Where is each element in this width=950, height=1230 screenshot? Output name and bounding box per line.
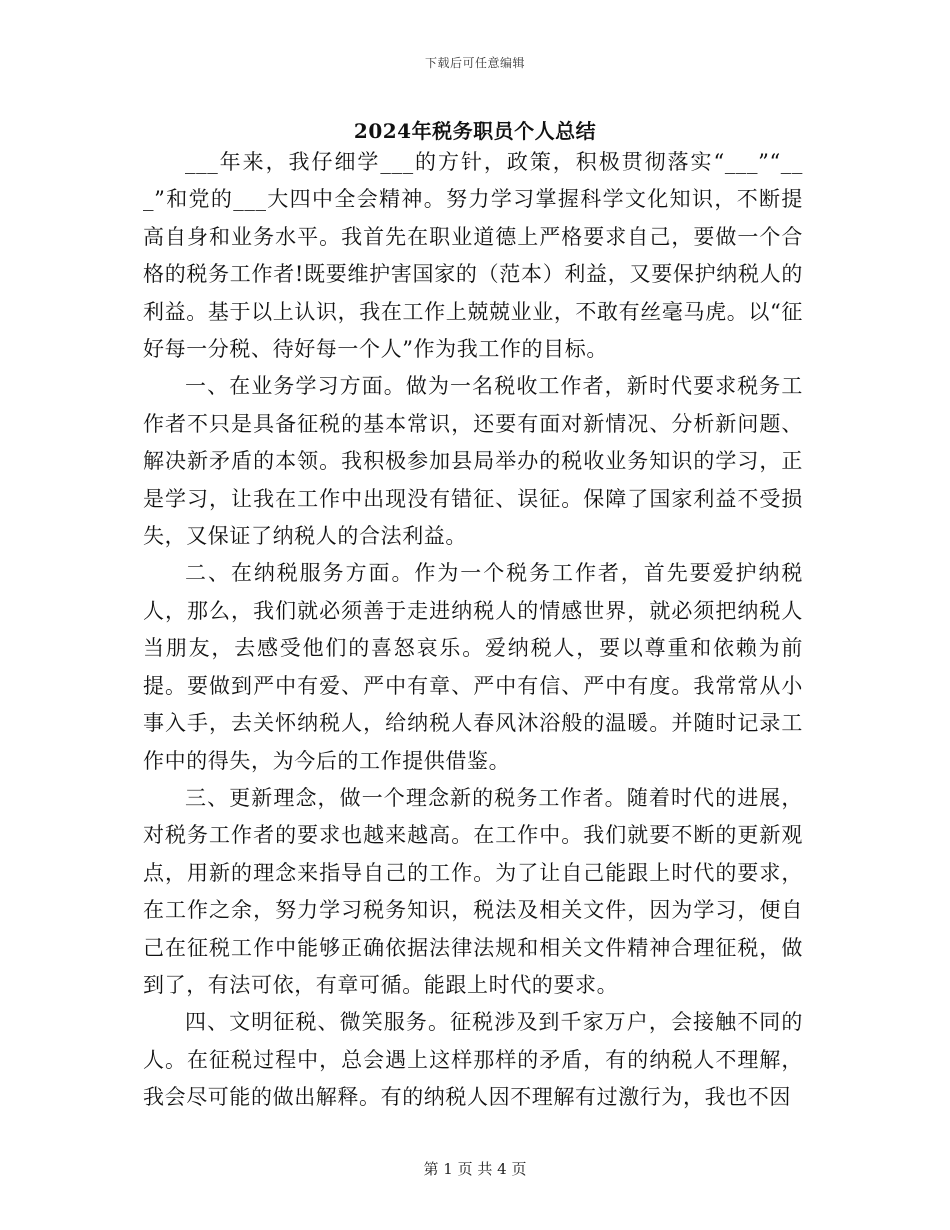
- paragraph-intro: ___年来，我仔细学___的方针，政策，积极贯彻落实“___”“___”和党的___大四中全会精神。努力学习掌握科学文化知识，不断提高自身和业务水平。我首先在职业道德上严格要求自己，要做一个合格的税务工作者!既要维护害国家的（范本）利益，又要保护纳税人的利益。基于以上认识，我在工作上兢兢业业，不敢有丝毫马虎。以“征好每一分税、待好每一个人”作为我工作的目标。: [143, 150, 803, 362]
- paragraph-tax-service: 二、在纳税服务方面。作为一个税务工作者，首先要爱护纳税人，那么，我们就必须善于走进纳税人的情感世界，就必须把纳税人当朋友，去感受他们的喜怒哀乐。爱纳税人，要以尊重和依赖为前提。要做到严中有爱、严中有章、严中有信、严中有度。我常常从小事入手，去关怀纳税人，给纳税人春风沐浴般的温暖。并随时记录工作中的得失，为今后的工作提供借鉴。: [143, 561, 803, 773]
- document-body: [143, 144, 803, 1117]
- page-number: 第 1 页 共 4 页: [423, 1160, 527, 1178]
- paragraph-update-ideas: 三、更新理念，做一个理念新的税务工作者。随着时代的进展，对税务工作者的要求也越来越高。在工作中。我们就要不断的更新观点，用新的理念来指导自己的工作。为了让自己能跟上时代的要求，在工作之余，努力学习税务知识，税法及相关文件，因为学习，便自己在征税工作中能够正确依据法律法规和相关文件精神合理征税，做到了，有法可依，有章可循。能跟上时代的要求。: [143, 785, 803, 997]
- paragraph-business-study: 一、在业务学习方面。做为一名税收工作者，新时代要求税务工作者不只是具备征税的基本常识，还要有面对新情况、分析新问题、解决新矛盾的本领。我积极参加县局举办的税收业务知识的学习，正是学习，让我在工作中出现没有错征、误征。保障了国家利益不受损失，又保证了纳税人的合法利益。: [143, 374, 803, 549]
- paragraph-civil-collection: 四、文明征税、微笑服务。征税涉及到千家万户，会接触不同的人。在征税过程中，总会遇上这样那样的矛盾，有的纳税人不理解，我会尽可能的做出解释。有的纳税人因不理解有过激行为，我也不因: [143, 1010, 803, 1110]
- document-title: 2024年税务职员个人总结: [353, 119, 597, 143]
- header-note: 下载后可任意编辑: [424, 56, 525, 70]
